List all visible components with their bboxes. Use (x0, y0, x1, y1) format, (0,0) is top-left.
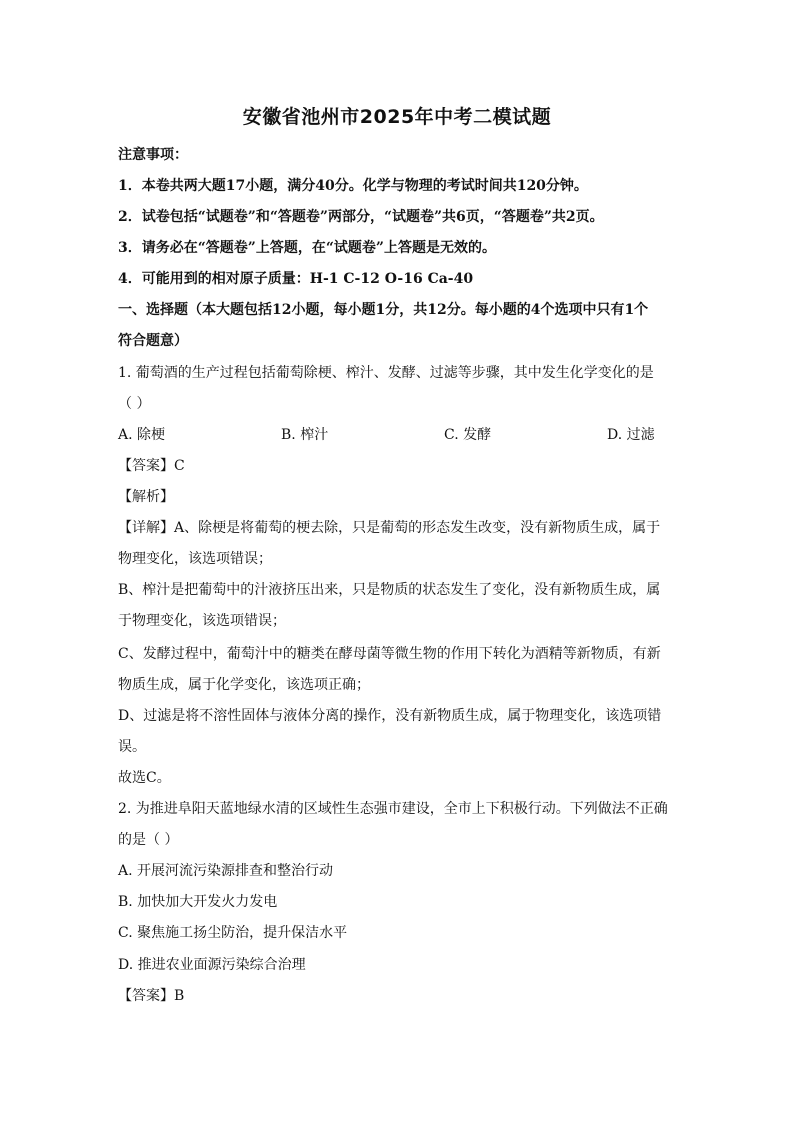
q2-stem-line-1: 2. 为推进阜阳天蓝地绿水清的区域性生态强市建设，全市上下积极行动。下列做法不正确 (118, 801, 668, 817)
notice-item-4: 4．可能用到的相对原子质量：H-1 C-12 O-16 Ca-40 (118, 271, 474, 287)
q1-detail-line-1: 【详解】A、除梗是将葡萄的梗去除，只是葡萄的形态发生改变，没有新物质生成，属于 (118, 520, 661, 536)
q1-option-a: A. 除梗 (118, 427, 166, 443)
q1-detail-line-6: 物质生成，属于化学变化，该选项正确； (118, 677, 370, 693)
q1-detail-line-3: B、榨汁是把葡萄中的汁液挤压出来，只是物质的状态发生了变化，没有新物质生成，属 (118, 582, 661, 598)
q1-option-b: B. 榨汁 (281, 427, 329, 443)
q2-stem-line-2: 的是（ ） (118, 832, 179, 848)
notice-heading: 注意事项： (118, 147, 188, 163)
q1-detail-line-2: 物理变化，该选项错误； (118, 551, 272, 567)
page-title: 安徽省池州市2025年中考二模试题 (242, 106, 552, 128)
q1-analysis-label: 【解析】 (118, 489, 174, 505)
q2-option-d: D. 推进农业面源污染综合治理 (118, 957, 306, 973)
q1-option-c: C. 发酵 (444, 427, 492, 443)
q2-option-b: B. 加快加大开发火力发电 (118, 894, 278, 910)
q1-option-d: D. 过滤 (607, 427, 655, 443)
notice-item-1: 1．本卷共两大题17小题，满分40分。化学与物理的考试时间共120分钟。 (118, 178, 588, 194)
q1-stem-line-1: 1. 葡萄酒的生产过程包括葡萄除梗、榨汁、发酵、过滤等步骤，其中发生化学变化的是 (118, 365, 654, 381)
notice-item-3: 3．请务必在“答题卷”上答题，在“试题卷”上答题是无效的。 (118, 240, 496, 256)
section-heading-line-1: 一、选择题（本大题包括12小题，每小题1分，共12分。每小题的4个选项中只有1个 (118, 302, 649, 318)
q2-option-c: C. 聚焦施工扬尘防治，提升保洁水平 (118, 925, 348, 941)
q1-detail-line-4: 于物理变化，该选项错误； (118, 613, 286, 629)
q1-detail-line-8: 误。 (118, 739, 146, 755)
q1-detail-line-9: 故选C。 (118, 770, 171, 786)
q1-detail-line-7: D、过滤是将不溶性固体与液体分离的操作，没有新物质生成，属于物理变化，该选项错 (118, 708, 662, 724)
section-heading-line-2: 符合题意） (118, 333, 188, 349)
q2-answer: 【答案】B (118, 988, 185, 1004)
notice-item-2: 2．试卷包括“试题卷”和“答题卷”两部分，“试题卷”共6页，“答题卷”共2页。 (118, 209, 604, 225)
q1-answer: 【答案】C (118, 458, 185, 474)
q1-stem-line-2: （ ） (118, 396, 151, 412)
q1-detail-line-5: C、发酵过程中，葡萄汁中的糖类在酵母菌等微生物的作用下转化为酒精等新物质，有新 (118, 646, 661, 662)
q2-option-a: A. 开展河流污染源排查和整治行动 (118, 863, 334, 879)
